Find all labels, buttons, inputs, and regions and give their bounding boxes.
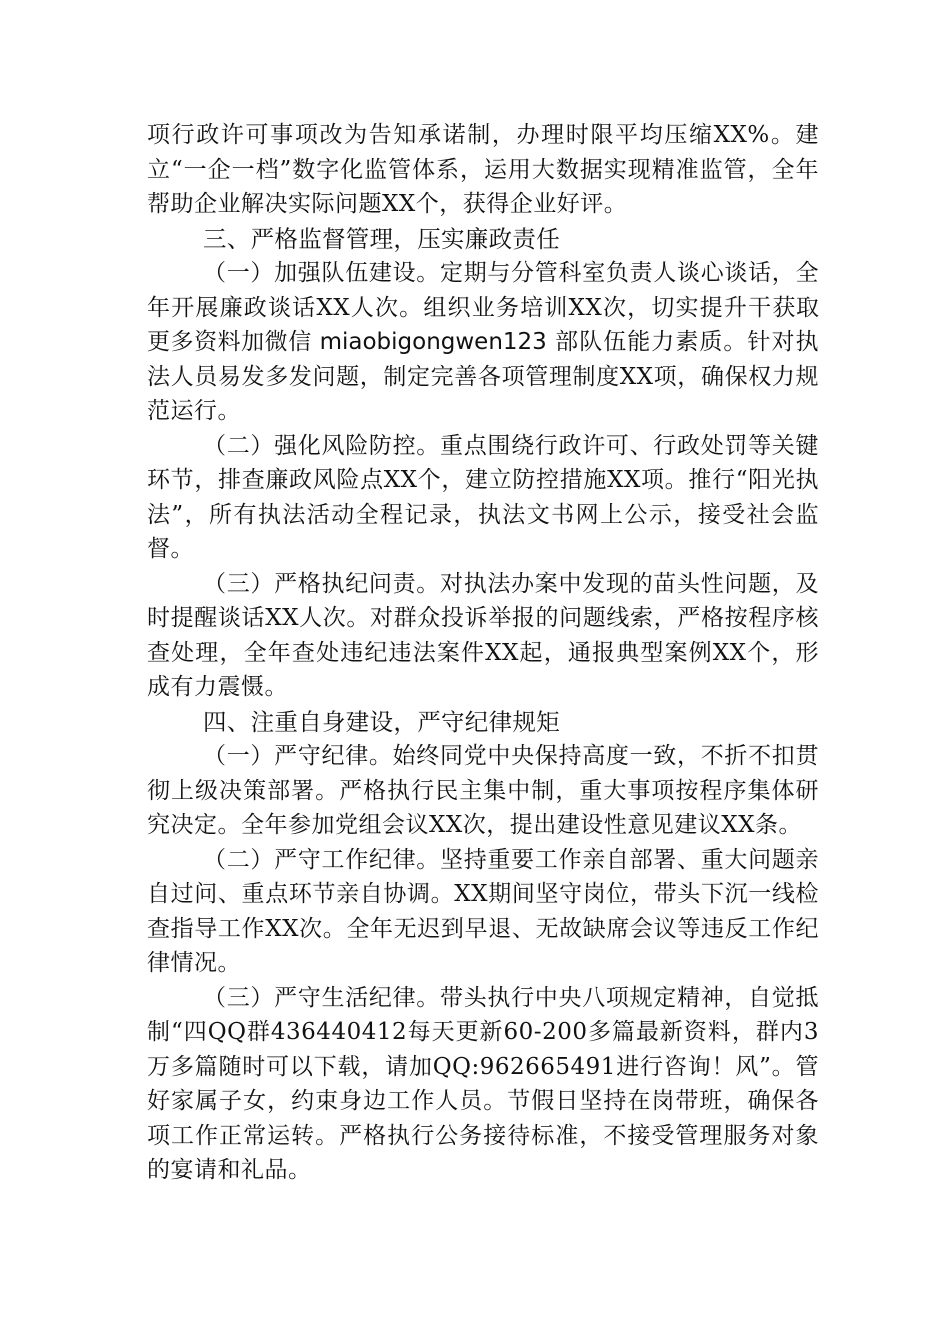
wechat-ad-text: 获取更多资料加微信 miaobigongwen123 [147,294,820,355]
paragraph-discipline: （一）严守纪律。始终同党中央保持高度一致，不折不扣贯彻上级决策部署。严格执行民主集中制，重大事项按程序集体研究决定。全年参加党组会议XX次，提出建设性意见建议XX条。 [147,743,819,838]
section-heading-3: 三、严格监督管理，压实廉政责任 [203,224,560,253]
paragraph-work-discipline: （二）严守工作纪律。坚持重要工作亲自部署、重大问题亲自过问、重点环节亲自协调。XX期间坚守岗位，带头下沉一线检查指导工作XX次。全年无迟到早退、无故缺席会议等违反工作纪律情况。 [147,846,819,976]
document-page [147,118,819,1188]
paragraph-continuation: 项行政许可事项改为告知承诺制，办理时限平均压缩XX%。建立“一企一档”数字化监管体系，运用大数据实现精准监管，全年帮助企业解决实际问题XX个，获得企业好评。 [147,122,819,217]
paragraph-life-discipline: （三）严守生活纪律。带头执行中央八项规定精神，自觉抵制“四QQ群436440412每天更新60-200多篇最新资料，群内3万多篇随时可以下载，请加QQ:962665491进行咨询！风”。管好家属子女，约束身边工作人员。节假日坚持在岗带班，确保各项工作正常运转。严格执行公务接待标准，不接受管理服务对象的宴请和礼品。 [147,984,819,1183]
paragraph-text-after-ad: 部队伍能力素质。针对执法人员易发多发问题，制定完善各项管理制度XX项，确保权力规范运行。 [147,329,819,424]
paragraph-text-before-ad: （一）加强队伍建设。定期与分管科室负责人谈心谈话，全年开展廉政谈话XX人次。组织业务培训XX次，切实提升干 [147,260,819,321]
paragraph-team-building [147,256,819,429]
paragraph-risk-control: （二）强化风险防控。重点围绕行政许可、行政处罚等关键环节，排查廉政风险点XX个，建立防控措施XX项。推行“阳光执法”，所有执法活动全程记录，执法文书网上公示，接受社会监督。 [147,432,819,562]
paragraph-accountability: （三）严格执纪问责。对执法办案中发现的苗头性问题，及时提醒谈话XX人次。对群众投诉举报的问题线索，严格按程序核查处理，全年查处违纪违法案件XX起，通报典型案例XX个，形成有力震慑。 [147,570,819,700]
section-heading-4: 四、注重自身建设，严守纪律规矩 [203,707,560,736]
